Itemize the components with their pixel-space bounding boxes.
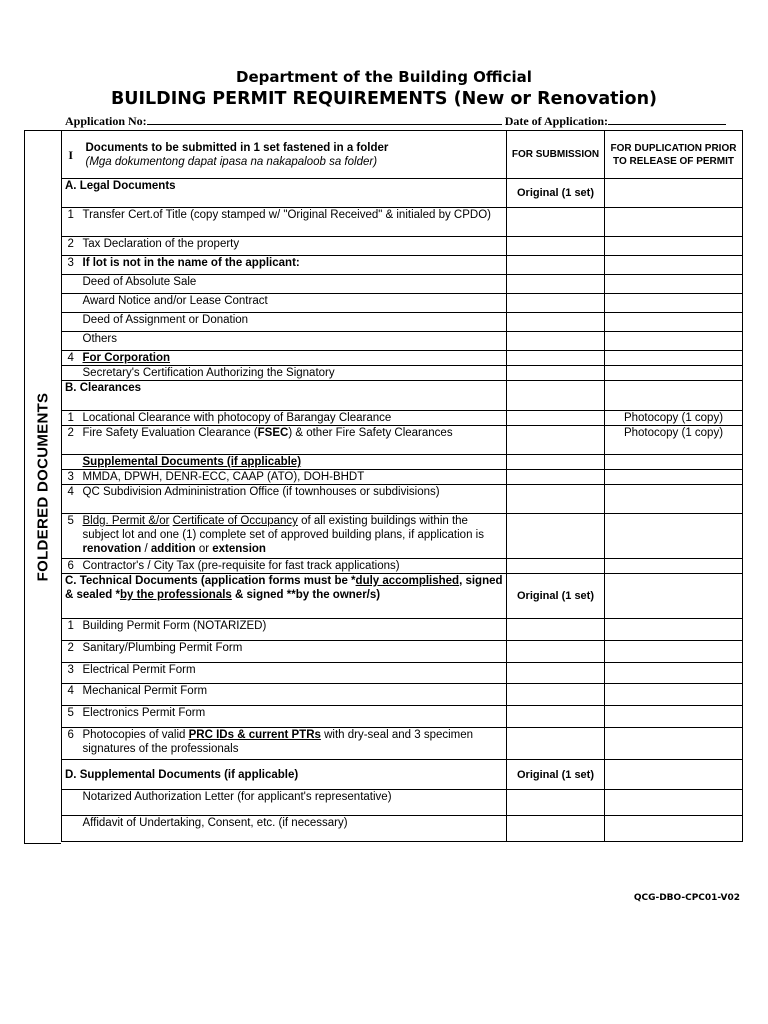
section-a-header: [62, 179, 743, 208]
section-a-submission: Original (1 set): [507, 179, 605, 208]
table-row: 1 Locational Clearance with photocopy of Barangay Clearance Photocopy (1 copy): [62, 411, 743, 426]
table-row: Secretary's Certification Authorizing the Signatory: [62, 366, 743, 381]
table-row: 4 QC Subdivision Admininistration Office (if townhouses or subdivisions): [62, 485, 743, 514]
table-row: Award Notice and/or Lease Contract: [62, 294, 743, 313]
instruction-text: Documents to be submitted in 1 set fastened in a folder: [85, 141, 389, 154]
side-label: FOLDERED DOCUMENTS: [34, 392, 52, 582]
side-label-box: [24, 130, 61, 844]
section-d-title: D. Supplemental Documents (if applicable): [62, 760, 507, 790]
section-d-header: [62, 760, 743, 790]
section-c-header: [62, 574, 743, 619]
col-submission-header: FOR SUBMISSION: [507, 131, 605, 179]
supplemental-title: Supplemental Documents (if applicable): [80, 455, 507, 470]
table-row: Others: [62, 332, 743, 351]
table-row: 6 Photocopies of valid PRC IDs & current PTRs with dry-seal and 3 specimen signatures of the professionals: [62, 728, 743, 760]
col-duplication-header: FOR DUPLICATION PRIOR TO RELEASE OF PERMIT: [605, 131, 743, 179]
table-row: 3 If lot is not in the name of the applicant:: [62, 256, 743, 275]
section-a-title: A. Legal Documents: [62, 179, 507, 208]
section-c-title: C. Technical Documents (application forms must be *duly accomplished, signed & sealed *by the professionals & signed **by the owner/s): [62, 574, 507, 619]
table-row: 1 Building Permit Form (NOTARIZED): [62, 619, 743, 641]
form-title: BUILDING PERMIT REQUIREMENTS (New or Renovation): [110, 89, 658, 109]
date-label: Date of Application:: [504, 114, 609, 128]
date-field[interactable]: [608, 113, 726, 125]
table-row: 3 Electrical Permit Form: [62, 663, 743, 684]
table-header-row: [62, 131, 743, 179]
table-row: 1 Transfer Cert.of Title (copy stamped w/ "Original Received" & initialed by CPDO): [62, 208, 743, 237]
application-no-field[interactable]: [147, 113, 502, 125]
application-line: [65, 113, 740, 129]
table-row: 4 Mechanical Permit Form: [62, 684, 743, 706]
section-d-submission: Original (1 set): [507, 760, 605, 790]
roman-numeral: I: [62, 131, 80, 179]
table-row: Deed of Absolute Sale: [62, 275, 743, 294]
department-heading: Department of the Building Official: [236, 68, 532, 86]
requirements-table: [61, 130, 743, 842]
table-row: 5 Bldg. Permit &/or Certificate of Occupancy of all existing buildings within the subject lot and one (1) complete set of approved building plans, if application is renovation / addition or extension: [62, 514, 743, 559]
section-c-submission: Original (1 set): [507, 574, 605, 619]
table-row: Deed of Assignment or Donation: [62, 313, 743, 332]
instruction-tagalog: (Mga dokumentong dapat ipasa na nakapaloob sa folder): [85, 155, 378, 168]
table-row: Notarized Authorization Letter (for applicant's representative): [62, 790, 743, 816]
table-row: 4 For Corporation: [62, 351, 743, 366]
table-row: [62, 455, 743, 470]
section-b-title: B. Clearances: [62, 381, 507, 411]
form-code: QCG-DBO-CPC01-V02: [633, 893, 740, 903]
table-row: Affidavit of Undertaking, Consent, etc. (if necessary): [62, 816, 743, 842]
application-no-label: Application No:: [65, 114, 147, 128]
table-row: 2 Fire Safety Evaluation Clearance (FSEC) & other Fire Safety Clearances Photocopy (1 copy): [62, 426, 743, 455]
table-row: 2 Sanitary/Plumbing Permit Form: [62, 641, 743, 663]
section-b-header: [62, 381, 743, 411]
table-row: 3 MMDA, DPWH, DENR-ECC, CAAP (ATO), DOH-BHDT: [62, 470, 743, 485]
table-row: 6 Contractor's / City Tax (pre-requisite for fast track applications): [62, 559, 743, 574]
table-row: 2 Tax Declaration of the property: [62, 237, 743, 256]
table-row: 5 Electronics Permit Form: [62, 706, 743, 728]
